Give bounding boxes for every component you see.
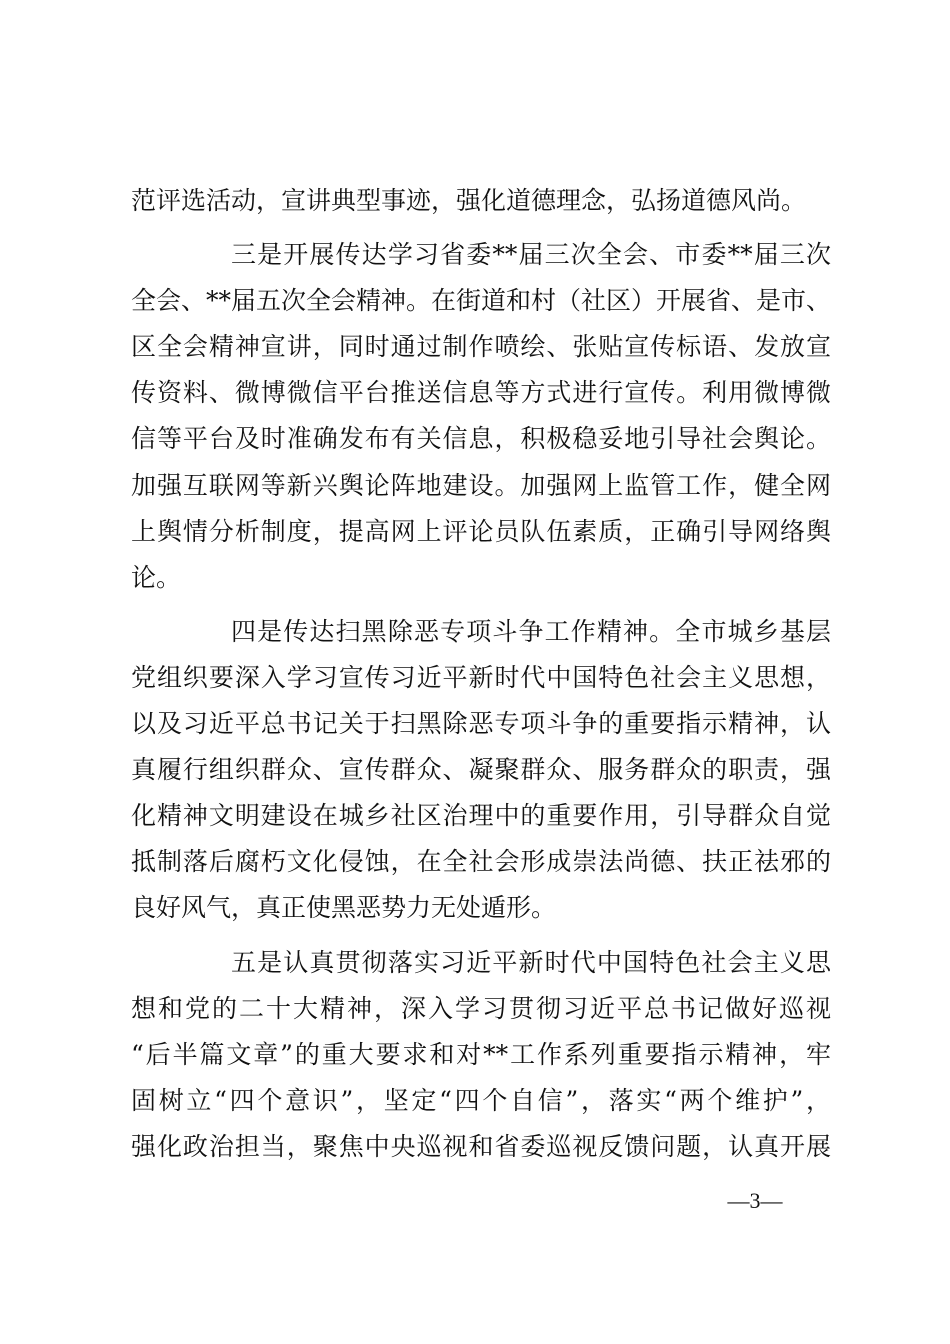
text-line-17: 五是认真贯彻落实习近平新时代中国特色社会主义思 xyxy=(231,947,831,977)
text-line-10: 四是传达扫黑除恶专项斗争工作精神。全市城乡基层 xyxy=(231,616,831,646)
text-line-5: 传资料、微博微信平台推送信息等方式进行宣传。利用微博微 xyxy=(131,378,831,408)
text-line-20: 固树立“四个意识”，坚定“四个自信”，落实“两个维护”， xyxy=(131,1085,831,1115)
text-line-3: 全会、**届五次全会精神。在街道和村（社区）开展省、是市、 xyxy=(131,286,832,316)
text-line-7: 加强互联网等新兴舆论阵地建设。加强网上监管工作，健全网 xyxy=(131,470,831,500)
text-line-1: 范评选活动，宣讲典型事迹，强化道德理念，弘扬道德风尚。 xyxy=(131,186,807,215)
paragraph-gap xyxy=(131,224,831,232)
text-line-12: 以及习近平总书记关于扫黑除恶专项斗争的重要指示精神，认 xyxy=(131,709,831,739)
text-line-16: 良好风气，真正使黑恶势力无处遁形。 xyxy=(131,893,557,923)
text-line-9: 论。 xyxy=(131,562,182,592)
body-text xyxy=(131,178,831,1170)
text-line-2: 三是开展传达学习省委**届三次全会、市委**届三次 xyxy=(231,240,831,270)
text-line-18: 想和党的二十大精神，深入学习贯彻习近平总书记做好巡视 xyxy=(131,993,831,1023)
text-line-13: 真履行组织群众、宣传群众、凝聚群众、服务群众的职责，强 xyxy=(131,755,831,785)
paragraph-gap xyxy=(131,601,831,609)
text-line-14: 化精神文明建设在城乡社区治理中的重要作用，引导群众自觉 xyxy=(131,801,831,831)
page-number: —3— xyxy=(727,1188,783,1213)
text-line-8: 上舆情分析制度，提高网上评论员队伍素质，正确引导网络舆 xyxy=(131,516,831,546)
text-line-6: 信等平台及时准确发布有关信息，积极稳妥地引导社会舆论。 xyxy=(131,424,831,454)
text-line-15: 抵制落后腐朽文化侵蚀，在全社会形成崇法尚德、扶正祛邪的 xyxy=(131,847,831,877)
text-line-11: 党组织要深入学习宣传习近平新时代中国特色社会主义思想， xyxy=(131,662,831,692)
paragraph-gap xyxy=(131,932,831,940)
text-line-19: “后半篇文章”的重大要求和对**工作系列重要指示精神，牢 xyxy=(131,1039,831,1069)
text-line-4: 区全会精神宣讲，同时通过制作喷绘、张贴宣传标语、发放宣 xyxy=(131,332,831,362)
text-line-21: 强化政治担当，聚焦中央巡视和省委巡视反馈问题，认真开展 xyxy=(131,1131,831,1161)
